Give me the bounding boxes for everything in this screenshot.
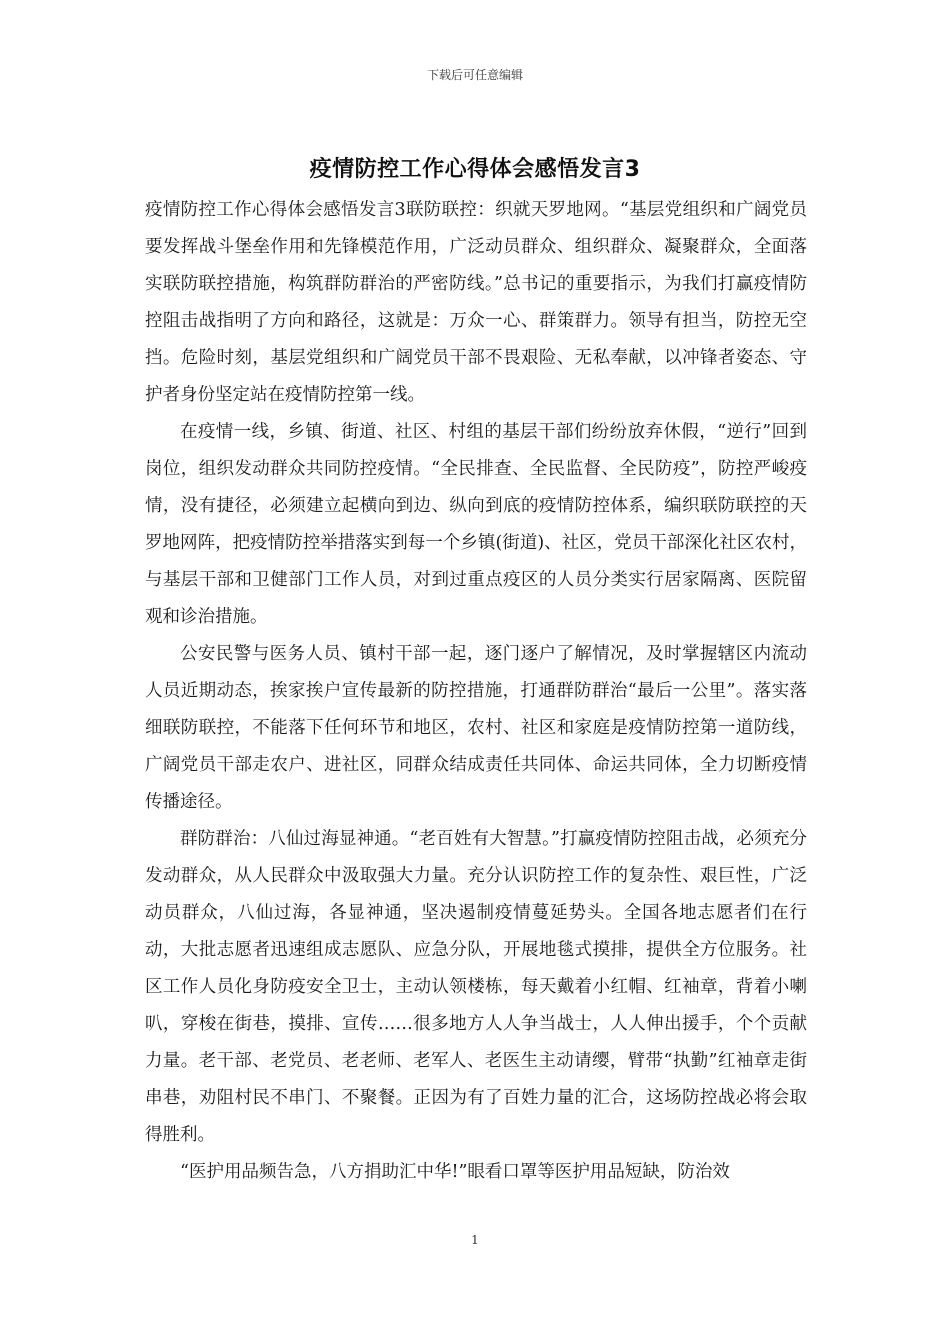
paragraph-1: 疫情防控工作心得体会感悟发言3联防联控：织就天罗地网。“基层党组织和广阔党员要发挥战斗堡垒作用和先锋模范作用，广泛动员群众、组织群众、凝聚群众，全面落实联防联控措施，构筑群防群治的严密防线。”总书记的重要指示，为我们打赢疫情防控阻击战指明了方向和路径，这就是：万众一心、群策群力。领导有担当，防控无空挡。危险时刻，基层党组织和广阔党员干部不畏艰险、无私奉献，以冲锋者姿态、守护者身份坚定站在疫情防控第一线。 <box>145 200 807 405</box>
paragraph-4: 群防群治：八仙过海显神通。“老百姓有大智慧。”打赢疫情防控阻击战，必须充分发动群众，从人民群众中汲取强大力量。充分认识防控工作的复杂性、艰巨性，广泛动员群众，八仙过海，各显神通，坚决遏制疫情蔓延势头。全国各地志愿者们在行动，大批志愿者迅速组成志愿队、应急分队，开展地毯式摸排，提供全方位服务。社区工作人员化身防疫安全卫士，主动认领楼栋，每天戴着小红帽、红袖章，背着小喇叭，穿梭在街巷，摸排、宣传……很多地方人人争当战士，人人伸出援手，个个贡献力量。老干部、老党员、老老师、老军人、老医生主动请缨，臂带“执勤”红袖章走街串巷，劝阻村民不串门、不聚餐。正因为有了百姓力量的汇合，这场防控战必将会取得胜利。 <box>145 829 807 1145</box>
paragraph-3: 公安民警与医务人员、镇村干部一起，逐门逐户了解情况，及时掌握辖区内流动人员近期动态，挨家挨户宣传最新的防控措施，打通群防群治“最后一公里”。落实落细联防联控，不能落下任何环节和地区，农村、社区和家庭是疫情防控第一道防线，广阔党员干部走农户、进社区，同群众结成责任共同体、命运共同体，全力切断疫情传播途径。 <box>145 644 807 812</box>
paragraph-5: “医护用品频告急，八方捐助汇中华!”眼看口罩等医护用品短缺，防治效 <box>180 1162 730 1182</box>
document-body <box>145 192 807 1191</box>
page-header: 下载后可任意编辑 <box>426 68 523 82</box>
paragraph-2: 在疫情一线，乡镇、街道、社区、村组的基层干部们纷纷放弃休假，“逆行”回到岗位，组织发动群众共同防控疫情。“全民排查、全民监督、全民防疫”，防控严峻疫情，没有捷径，必须建立起横向到边、纵向到底的疫情防控体系，编织联防联控的天罗地网阵，把疫情防控举措落实到每一个乡镇(街道)、社区，党员干部深化社区农村，与基层干部和卫健部门工作人员，对到过重点疫区的人员分类实行居家隔离、医院留观和诊治措施。 <box>145 422 807 627</box>
document-title: 疫情防控工作心得体会感悟发言3 <box>309 157 641 182</box>
page-number: 1 <box>471 1233 479 1247</box>
